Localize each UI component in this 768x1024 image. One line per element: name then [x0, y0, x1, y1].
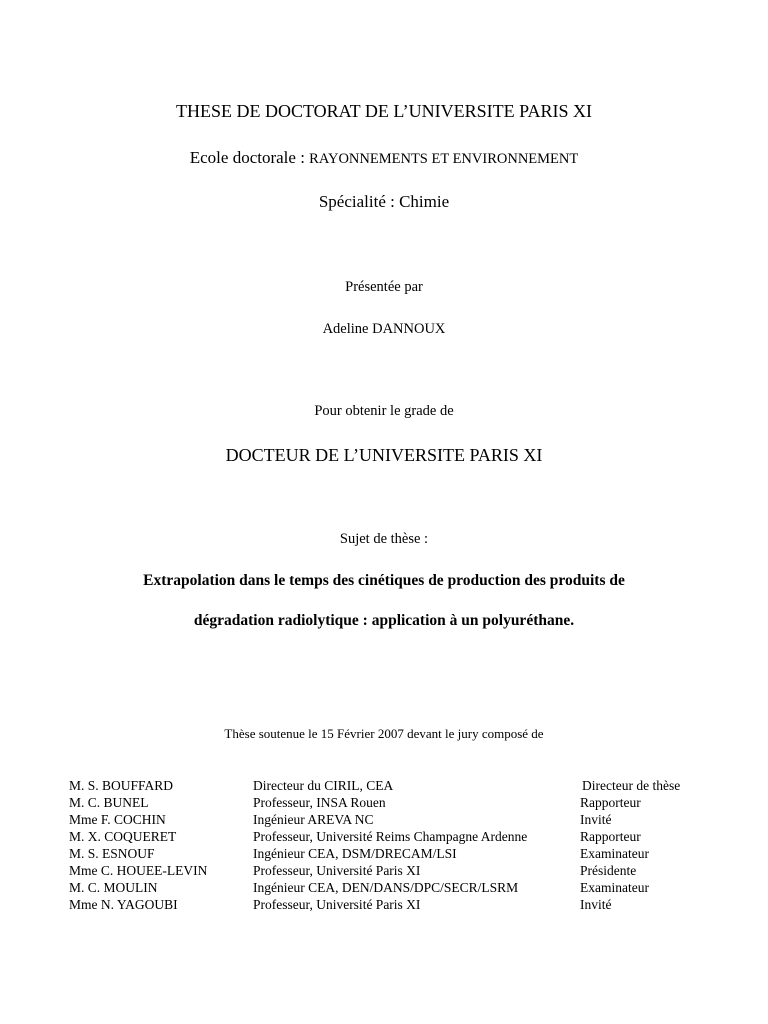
doctoral-school-name: RAYONNEMENTS ET ENVIRONNEMENT [309, 151, 579, 167]
jury-member-role: Rapporteur [580, 829, 641, 844]
subject-title-line-1: Extrapolation dans le temps des cinétiques de production des produits de [143, 572, 625, 589]
jury-member-role: Examinateur [580, 846, 649, 861]
jury-member-title: Directeur du CIRIL, CEA [253, 778, 394, 793]
jury-member-title: Ingénieur AREVA NC [253, 812, 374, 827]
jury-member-title: Professeur, Université Paris XI [253, 897, 421, 912]
jury-member-role: Invité [580, 812, 612, 827]
doctoral-school-label: Ecole doctorale : [189, 148, 310, 167]
specialty: Spécialité : Chimie [318, 192, 450, 211]
jury-list [0, 777, 768, 913]
jury-member-title: Professeur, Université Reims Champagne Ardenne [253, 829, 528, 844]
jury-member-name: Mme N. YAGOUBI [69, 897, 178, 912]
jury-member-name: M. S. ESNOUF [69, 846, 155, 861]
doctoral-school [0, 148, 768, 168]
jury-member-name: M. C. MOULIN [69, 880, 158, 895]
jury-row [0, 879, 768, 896]
jury-member-title: Ingénieur CEA, DSM/DRECAM/LSI [253, 846, 457, 861]
defense-statement: Thèse soutenue le 15 Février 2007 devant le jury composé de [224, 726, 544, 741]
jury-member-role: Examinateur [580, 880, 649, 895]
jury-member-title: Professeur, INSA Rouen [253, 795, 386, 810]
jury-row [0, 777, 768, 794]
jury-row [0, 811, 768, 828]
degree-label: Pour obtenir le grade de [314, 403, 454, 419]
presenter-name: Adeline DANNOUX [322, 321, 446, 337]
jury-row [0, 845, 768, 862]
jury-member-name: M. S. BOUFFARD [69, 778, 174, 793]
jury-member-title: Ingénieur CEA, DEN/DANS/DPC/SECR/LSRM [253, 880, 519, 895]
jury-row [0, 794, 768, 811]
jury-member-role: Invité [580, 897, 612, 912]
thesis-heading: THESE DE DOCTORAT DE L’UNIVERSITE PARIS XI [175, 101, 593, 121]
jury-member-role: Directeur de thèse [582, 778, 681, 793]
jury-row [0, 862, 768, 879]
subject-title-line-2: dégradation radiolytique : application à un polyuréthane. [193, 612, 575, 629]
jury-member-role: Rapporteur [580, 795, 641, 810]
presenter-label: Présentée par [345, 279, 423, 295]
jury-member-role: Présidente [580, 863, 637, 878]
jury-row [0, 828, 768, 845]
jury-member-title: Professeur, Université Paris XI [253, 863, 421, 878]
subject-label: Sujet de thèse : [339, 531, 429, 547]
jury-member-name: Mme C. HOUEE-LEVIN [69, 863, 208, 878]
jury-member-name: M. C. BUNEL [69, 795, 149, 810]
jury-member-name: Mme F. COCHIN [69, 812, 166, 827]
degree-name: DOCTEUR DE L’UNIVERSITE PARIS XI [225, 445, 543, 465]
jury-member-name: M. X. COQUERET [69, 829, 177, 844]
jury-row [0, 896, 768, 913]
